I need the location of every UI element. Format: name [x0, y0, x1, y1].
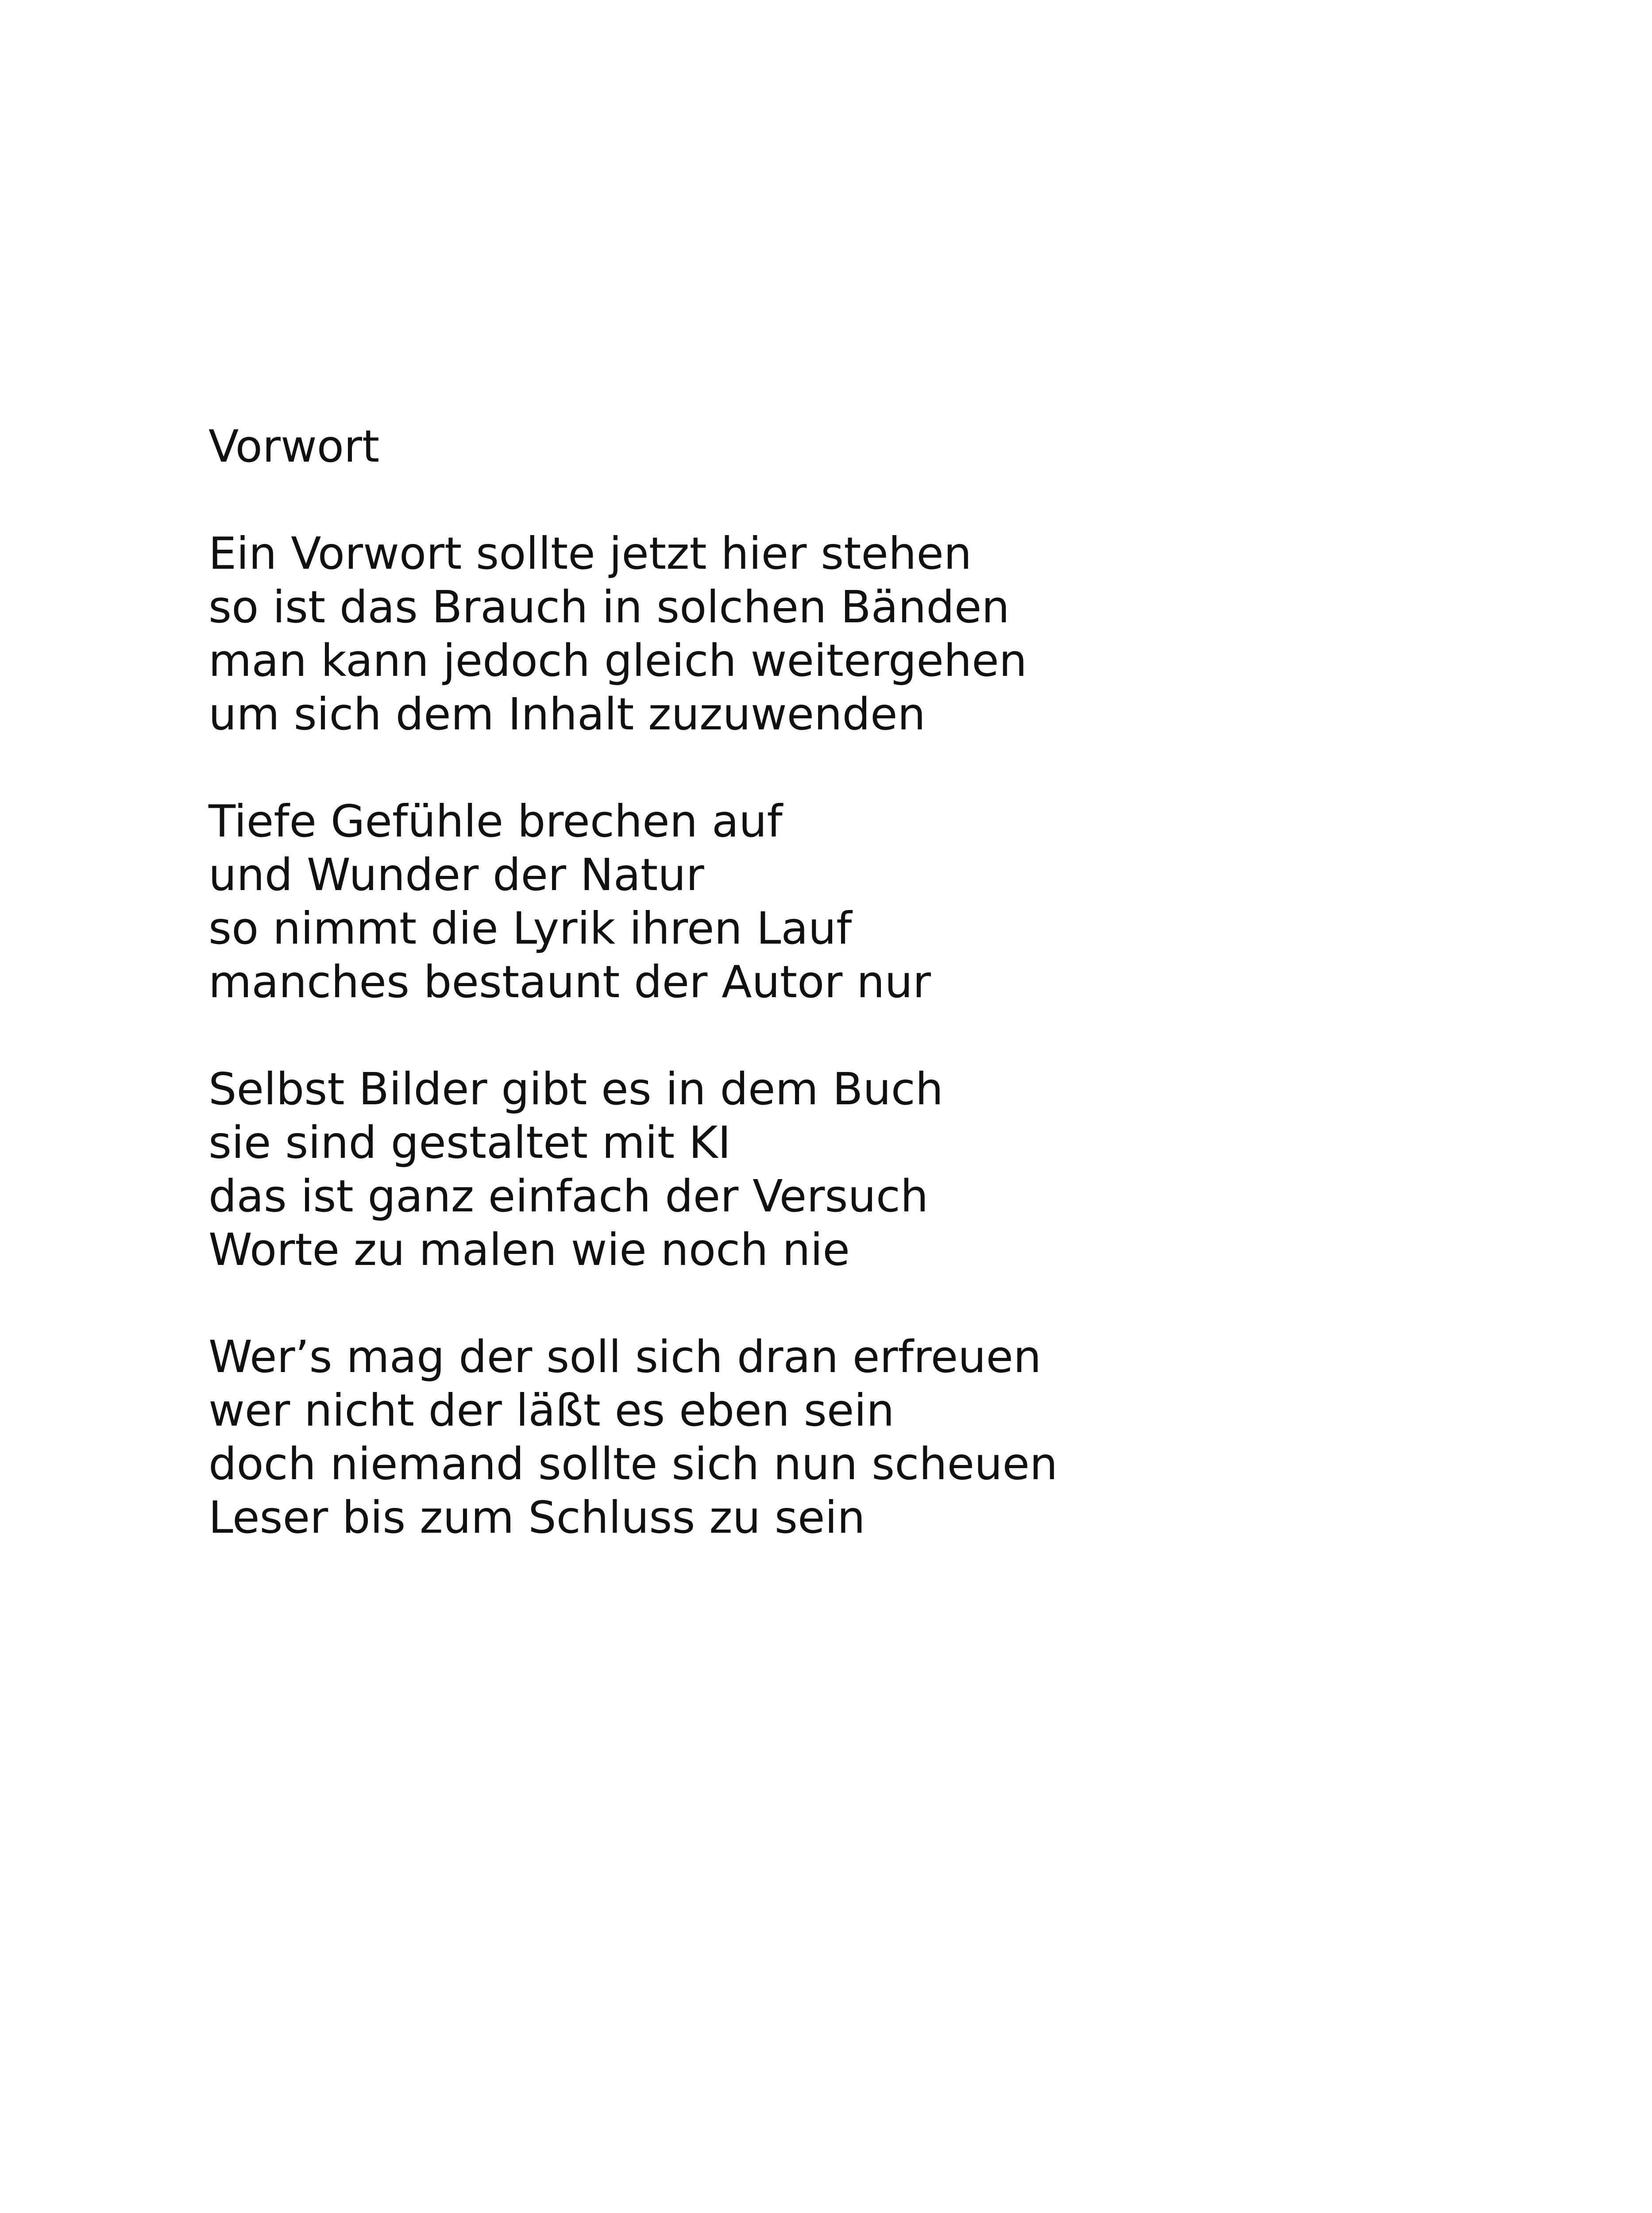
- poem-line: Wer’s mag der soll sich dran erfreuen: [208, 1331, 1042, 1383]
- poem-line: manches bestaunt der Autor nur: [208, 956, 931, 1008]
- poem-line: Tiefe Gefühle brechen auf: [208, 795, 783, 847]
- poem-line: um sich dem Inhalt zuzuwenden: [208, 688, 926, 740]
- poem-line: man kann jedoch gleich weitergehen: [208, 635, 1027, 686]
- poem-block: [208, 420, 1536, 1598]
- stanza-1: [208, 527, 1536, 741]
- poem-line: so ist das Brauch in solchen Bänden: [208, 581, 1010, 633]
- poem-line: Leser bis zum Schluss zu sein: [208, 1492, 865, 1543]
- poem-line: Ein Vorwort sollte jetzt hier stehen: [208, 528, 972, 579]
- poem-line: das ist ganz einfach der Versuch: [208, 1170, 929, 1222]
- poem-line: Selbst Bilder gibt es in dem Buch: [208, 1063, 944, 1115]
- poem-line: so nimmt die Lyrik ihren Lauf: [208, 902, 852, 954]
- poem-line: und Wunder der Natur: [208, 849, 704, 901]
- stanza-2: [208, 794, 1536, 1009]
- stanza-4: [208, 1330, 1536, 1544]
- poem-line: sie sind gestaltet mit KI: [208, 1117, 731, 1168]
- poem-line: doch niemand sollte sich nun scheuen: [208, 1438, 1058, 1490]
- poem-line: wer nicht der läßt es eben sein: [208, 1384, 895, 1436]
- poem-line: Worte zu malen wie noch nie: [208, 1224, 850, 1276]
- stanza-3: [208, 1062, 1536, 1276]
- page-title: Vorwort: [208, 420, 380, 472]
